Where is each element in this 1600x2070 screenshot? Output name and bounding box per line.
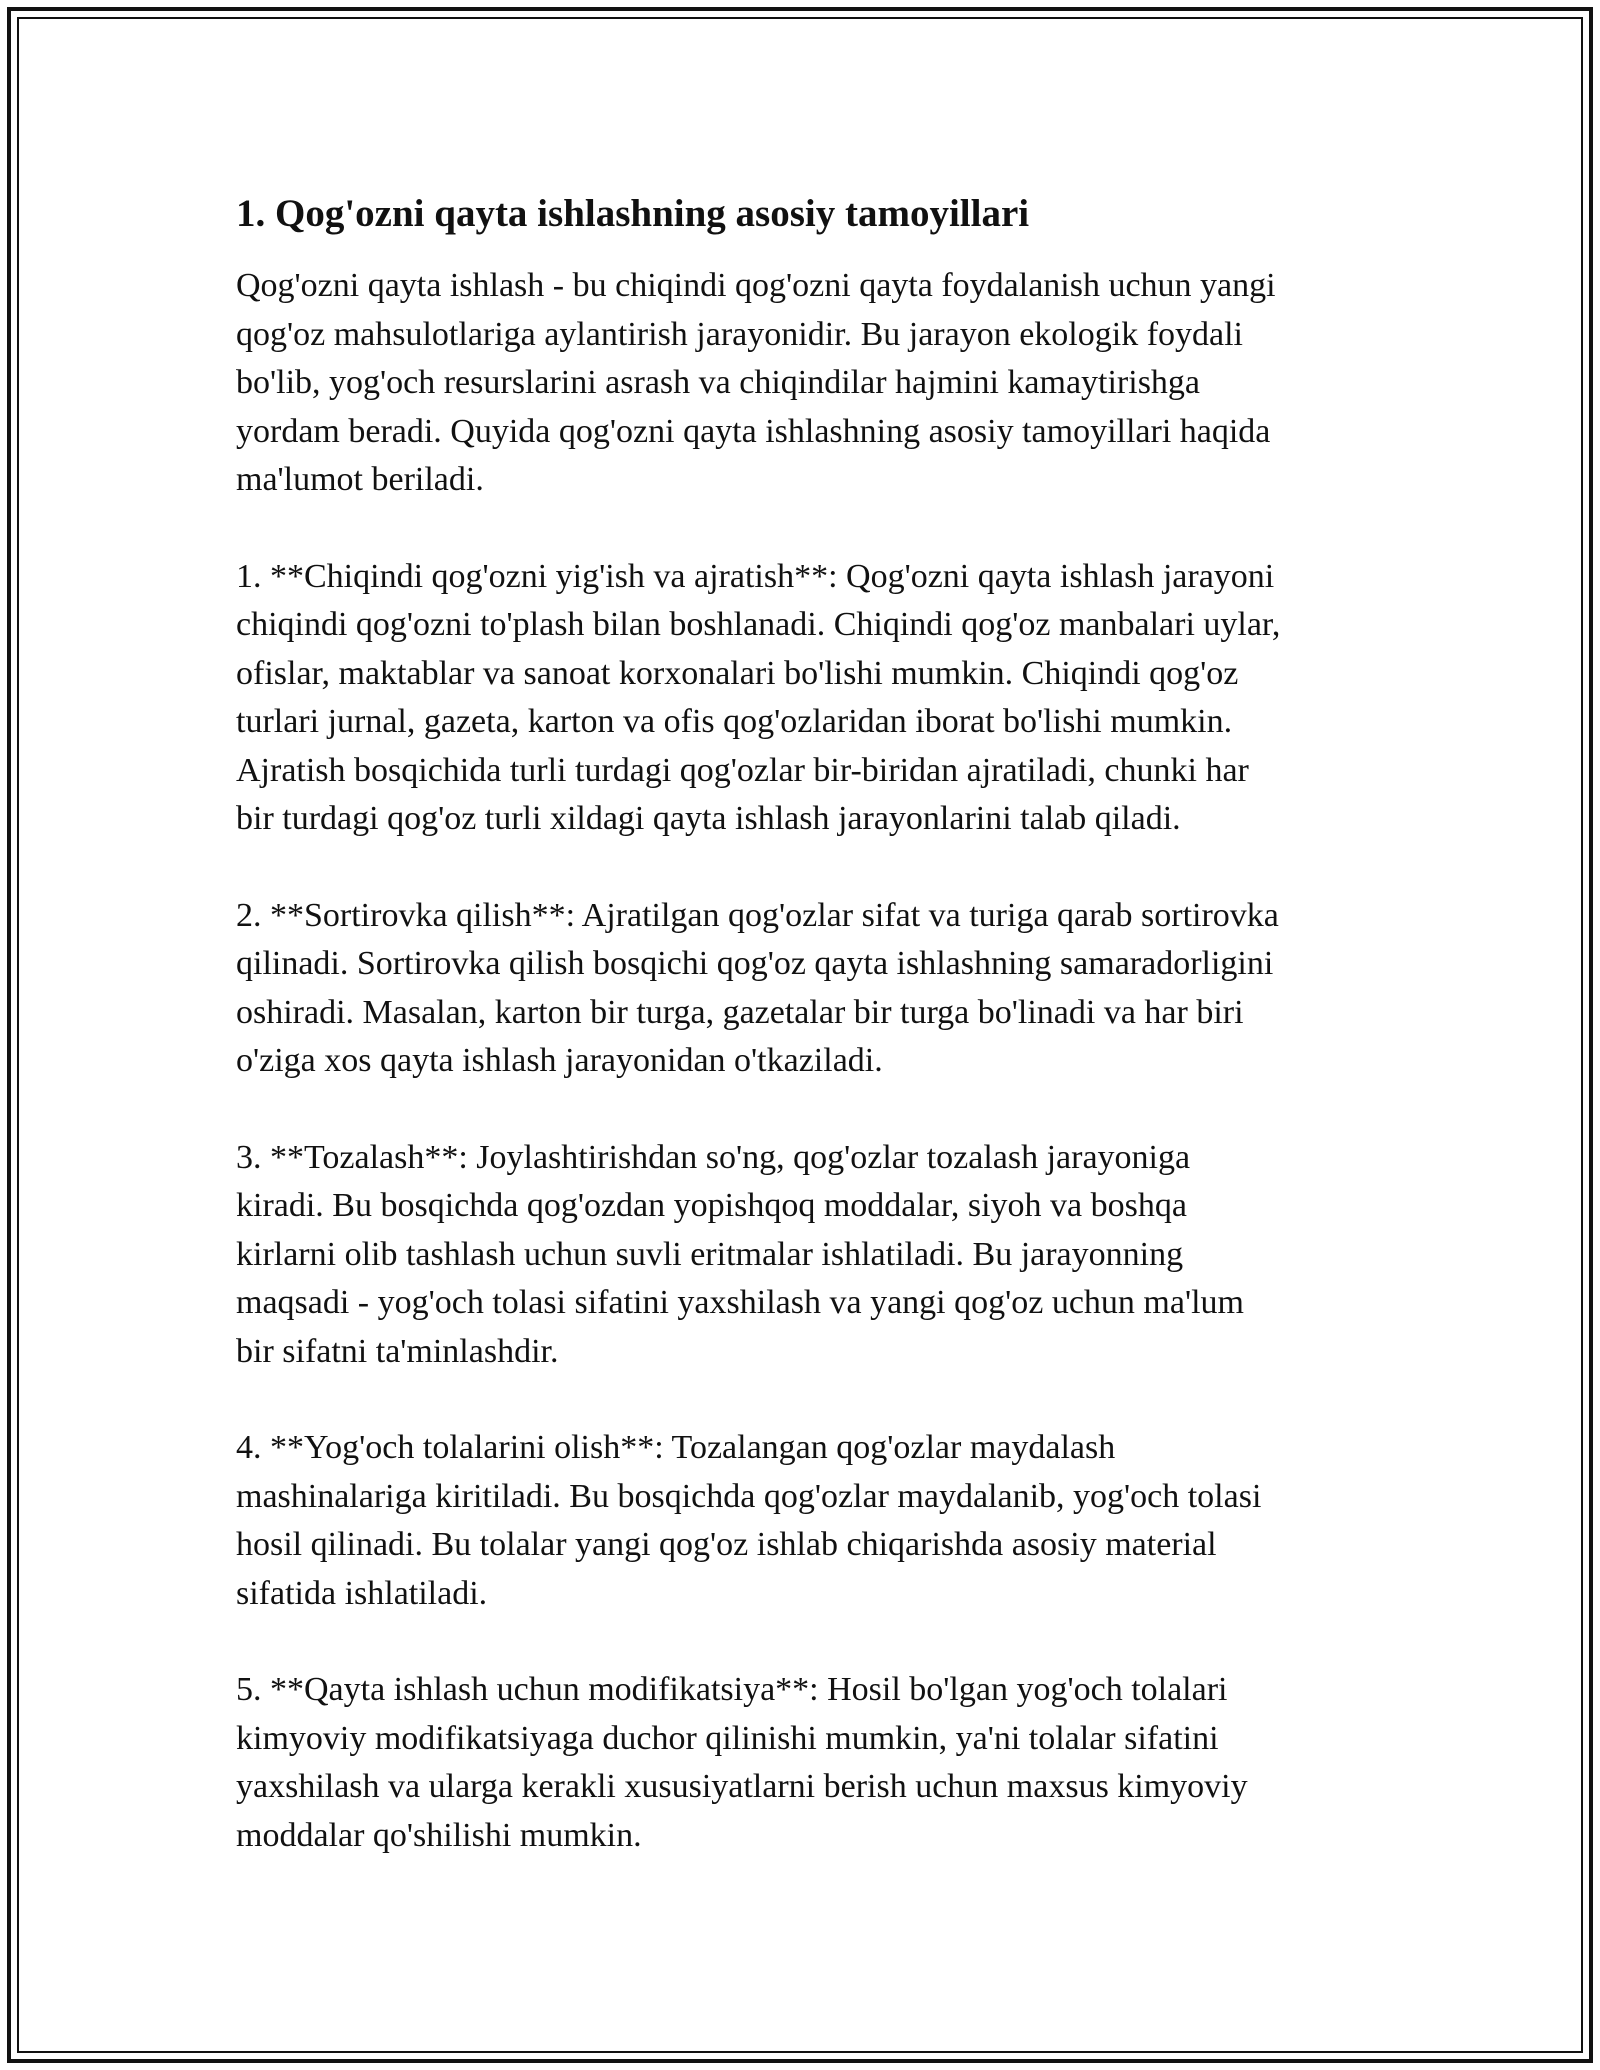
paragraph-fiber-extraction: 4. **Yog'och tolalarini olish**: Tozalangan qog'ozlar maydalash mashinalariga kiritiladi. Bu bosqichda qog'ozlar maydalanib, yog'och tolasi hosil qilinadi. Bu tolalar yangi qog'oz ishlab chiqarishda asosiy material sifatida ishlatiladi.: [236, 1429, 1262, 1612]
page-title: 1. Qog'ozni qayta ishlashning asosiy tamoyillari: [236, 192, 1030, 235]
paragraph-sorting: 2. **Sortirovka qilish**: Ajratilgan qog'ozlar sifat va turiga qarab sortirovka qilinadi. Sortirovka qilish bosqichi qog'oz qayta ishlashning samaradorligini oshiradi. Masalan, karton bir turga, gazetalar bir turga bo'linadi va har biri o'ziga xos qayta ishlash jarayonidan o'tkaziladi.: [236, 896, 1279, 1079]
intro-paragraph: Qog'ozni qayta ishlash - bu chiqindi qog'ozni qayta foydalanish uchun yangi qog'oz mahsulotlariga aylantirish jarayonidir. Bu jarayon ekologik foydali bo'lib, yog'och resurslarini asrash va chiqindilar hajmini kamaytirishga yordam beradi. Quyida qog'ozni qayta ishlashning asosiy tamoyillari haqida ma'lumot beriladi.: [236, 267, 1276, 498]
paragraph-collection-separation: 1. **Chiqindi qog'ozni yig'ish va ajratish**: Qog'ozni qayta ishlash jarayoni chiqindi qog'ozni to'plash bilan boshlanadi. Chiqindi qog'oz manbalari uylar, ofislar, maktablar va sanoat korxonalari bo'lishi mumkin. Chiqindi qog'oz turlari jurnal, gazeta, karton va ofis qog'ozlaridan iborat bo'lishi mumkin. Ajratish bosqichida turli turdagi qog'ozlar bir-biridan ajratiladi, chunki har bir turdagi qog'oz turli xildagi qayta ishlash jarayonlarini talab qiladi.: [236, 557, 1281, 837]
document-body: [236, 186, 1376, 1908]
paragraph-modification: 5. **Qayta ishlash uchun modifikatsiya**: Hosil bo'lgan yog'och tolalari kimyoviy modifikatsiyaga duchor qilinishi mumkin, ya'ni tolalar sifatini yaxshilash va ularga kerakli xususiyatlarni berish uchun maxsus kimyoviy moddalar qo'shilishi mumkin.: [236, 1671, 1248, 1854]
paragraph-cleaning: 3. **Tozalash**: Joylashtirishdan so'ng, qog'ozlar tozalash jarayoniga kiradi. Bu bosqichda qog'ozdan yopishqoq moddalar, siyoh va boshqa kirlarni olib tashlash uchun suvli eritmalar ishlatiladi. Bu jarayonning maqsadi - yog'och tolasi sifatini yaxshilash va yangi qog'oz uchun ma'lum bir sifatni ta'minlashdir.: [236, 1138, 1244, 1370]
